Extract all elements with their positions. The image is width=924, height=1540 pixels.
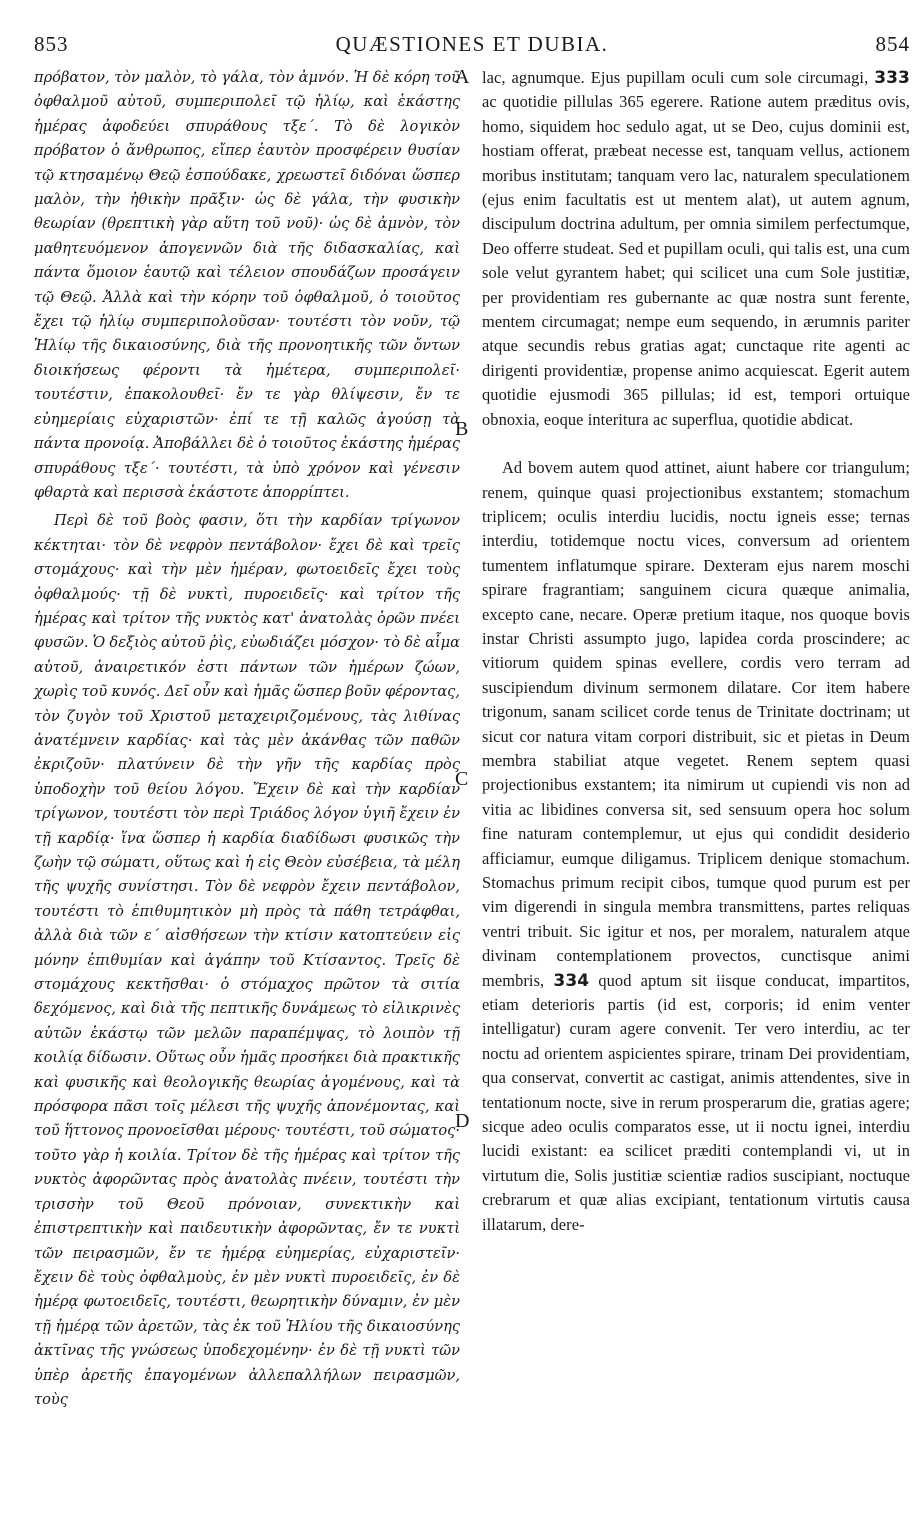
latin-paragraph-2-part-a: Ad bovem autem quod attinet, aiunt habere cor triangulum; renem, quinque quasi projectionibus exstantem; stomachum triplicem; oculis interdiu lucidis, noctu igneis esse; ternas interdiu, totidemque noctu vices, conversum ad orientem tumentem inflatumque spirare. Dexteram ejus narem moschi spirare fragrantiam; sanguinem cicura quæque animalia, excepto cane, necare. Operæ pretium itaque, nos quoque bovis instar Christi assumpto jugo, lapidea corda proscindere; ac vitiorum quidem spinas evellere, cordis vero terram ad suscipiendum divinum sermonem dilatare. Cor item habere trigonum, sanam scilicet corde tenus de Trinitate doctrinam; ut sicut cor natura vitam corpori distribuit, sic et pietas in Deum membra stabiliat atque vegetet. Renem septem quasi projectionibus exstantem; ita nimirum ut cupiendi vis non ad vitia ac libidines conversa sit, sed sensuum opera hoc solum fine naturam contemplemur, ut ejus qui condidit desiderio afficiamur, eumque diligamus. Triplicem denique stomachum. Stomachus primum recipit cibos, tumque quod purum est per vim digerendi in singula membra transmittens, partes reliquas ventri tribuit. Sic igitur et nos, per moralem, naturalem atque divinam contemplationem provectos, cunctisque animi membris, — [482, 458, 910, 990]
column-number-333: 333 — [874, 68, 910, 88]
margin-letter-c: C — [455, 768, 469, 790]
latin-paragraph-2-part-b: quod aptum sit iisque conducat, impartitos, etiam deterioris partis (id est, corporis; id enim venter intelligatur) curam agere convenit. Ter vero interdiu, ac ter noctu ad orientem aspicientes spirare, trinam Dei providentiam, qua conservat, convertit ac castigat, animis attendentes, sive in tentationum nocte, sive in rerum prosperarum die, gratias agere; sicque adeo oculis comparatos esse, ut ii noctu ignei, interdiu lucidi existant: ea scilicet præditi contemplandi vi, ut in virtutum die, Solis justitiæ scientiæ radios suscipiant, noctuque crebrarum et quæ alias excipiant, tentationum virtutis causa illatarum, dere- — [482, 970, 911, 1234]
latin-paragraph-1 — [482, 66, 910, 432]
column-number-334: 334 — [553, 970, 590, 991]
latin-paragraph-2 — [482, 456, 910, 1237]
latin-paragraph-1-part-a: lac, agnumque. Ejus pupillam oculi cum sole circumagi, — [482, 68, 869, 87]
greek-paragraph-1: πρόβατον, τὸν μαλὸν, τὸ γάλα, τὸν ἀμνόν. Ἡ δὲ κόρη τοῦ ὀφθαλμοῦ αὐτοῦ, συμπεριπολεῖ τῷ ἡλίῳ, καὶ ἑκάστης ἡμέρας ἀφοδεύει σπυράθους τξε΄. Τὸ δὲ λογικὸν πρόβατον ὁ ἄνθρωπος, εἴπερ ἑαυτὸν προσφέρειν θυσίαν τῷ κτησαμένῳ Θεῷ ἐσπούδακε, χρεωστεῖ διδόναι ὥσπερ μαλὸν, τὴν ἠθικὴν πρᾶξιν· ὡς δὲ γάλα, τὴν φυσικὴν θεωρίαν (θρεπτικὴ γὰρ αὕτη τοῦ νοῦ)· ὡς δὲ ἀμνὸν, τὸν μαθητευόμενον ἀπογεννῶν διὰ τῆς διδασκαλίας, καὶ πάντα ὅμοιον ἑαυτῷ καὶ τέλειον σπουδάζων προσάγειν τῷ Θεῷ. Ἀλλὰ καὶ τὴν κόρην τοῦ ὀφθαλμοῦ, ὁ τοιοῦτος ἔχει τῷ ἡλίῳ συμπεριπολοῦσαν· τουτέστι τὸν νοῦν, τῷ Ἡλίῳ τῆς δικαιοσύνης, διὰ τῆς προνοητικῆς τῶν ὄντων διοικήσεως φέροντι τὰ ἡμέτερα, συμπεριπολεῖ· τουτέστιν, ἐπακολουθεῖ· ἔν τε γὰρ θλίψεσιν, ἔν τε εὐημερίαις εὐχαριστῶν· ἐπί τε τῇ καλῶς ἀγούσῃ τὰ πάντα προνοίᾳ. Ἀποβάλλει δὲ ὁ τοιοῦτος ἑκάστης ἡμέρας σπυράθους τξε΄· τουτέστι, τὰ ὑπὸ χρόνον καὶ γένεσιν φθαρτὰ καὶ περισσὰ ἑκάστοτε ἀπορρίπτει. — [34, 69, 460, 501]
running-title: QUÆSTIONES ET DUBIA. — [335, 32, 609, 56]
greek-paragraph-2: Περὶ δὲ τοῦ βοὸς φασιν, ὅτι τὴν καρδίαν τρίγωνον κέκτηται· τὸν δὲ νεφρὸν πεντάβολον· ἔχει δὲ καὶ τρεῖς στομάχους· καὶ τὴν μὲν ἡμέραν, φωτοειδεῖς ἔχει τοὺς ὀφθαλμούς· τῇ δὲ νυκτὶ, πυροειδεῖς· καὶ τρίτον τῆς ἡμέρας καὶ τρίτον τῆς νυκτὸς κατ' ἀνατολὰς ὁρῶν πνέει φυσῶν. Ὁ δεξιὸς αὐτοῦ ῥὶς, εὐωδιάζει μόσχον· τὸ δὲ αἷμα αὐτοῦ, ἀναιρετικόν ἐστι πάντων τῶν ἡμέρων ζώων, χωρὶς τοῦ κυνός. Δεῖ οὖν καὶ ἡμᾶς ὥσπερ βοῦν φέροντας, τὸν ζυγὸν τοῦ Χριστοῦ μεταχειριζομένους, τὰς λιθίνας ἀνατέμνειν καρδίας· καὶ τὰς μὲν ἀκάνθας τῶν παθῶν ἐκριζοῦν· πλατύνειν δὲ τὴν γῆν τῆς καρδίας πρὸς ὑποδοχὴν τοῦ θείου λόγου. Ἔχειν δὲ καὶ τὴν καρδίαν τρίγωνον, τουτέστι τὸν περὶ Τριάδος λόγον ὑγιῆ ἔχειν ἐν τῇ καρδίᾳ· ἵνα ὥσπερ ἡ καρδία διαδίδωσι φυσικῶς τὴν ζωὴν τῷ σώματι, οὕτως καὶ ἡ εἰς Θεὸν εὐσέβεια, τὰ μέλη τῆς ψυχῆς συνίστησι. Τὸν δὲ νεφρὸν ἔχειν πεντάβολον, τουτέστι τὸ ἐπιθυμητικὸν μὴ πρὸς τὰ πάθη τετράφθαι, ἀλλὰ διὰ τῶν ε΄ αἰσθήσεων τὴν κτίσιν κατοπτεύειν εἰς μόνην ἐπιθυμίαν καὶ ἀγάπην τοῦ Κτίσαντος. Τρεῖς δὲ στομάχους κεκτῆσθαι· ὁ στόμαχος πρῶτον τὰ σιτία δεχόμενος, καὶ διὰ τῆς πεπτικῆς δυνάμεως τὸ εἰλικρινὲς αὐτῶν ἑκάστῳ τῶν μελῶν παραπέμψας, τὸ λοιπὸν τῇ κοιλίᾳ δίδωσιν. Οὕτως οὖν ἡμᾶς προσήκει διὰ πρακτικῆς καὶ φυσικῆς καὶ θεολογικῆς θεωρίας ἀγομένους, καὶ τὰ πρόσφορα πᾶσι τοῖς μέλεσι τῆς ψυχῆς ἀπονέμοντας, καὶ τοῦ ἥττονος προνοεῖσθαι μέρους· τουτέστι, τοῦ σώματος· τοῦτο γὰρ ἡ κοιλία. Τρίτον δὲ τῆς ἡμέρας καὶ τρίτον τῆς νυκτὸς ἀφορῶντας πρὸς ἀνατολὰς πνέειν, τουτέστι τὴν τρισσὴν τοῦ Θεοῦ πρόνοιαν, συνεκτικὴν καὶ ἐπιστρεπτικὴν καὶ παιδευτικὴν ἀφορῶντας, ἔν τε νυκτὶ τῶν πειρασμῶν, ἔν τε ἡμέρᾳ εὐημερίας, εὐχαριστεῖν· ἔχειν δὲ τοὺς ὀφθαλμοὺς, ἐν μὲν νυκτὶ πυροειδεῖς, ἐν δὲ ἡμέρᾳ φωτοειδεῖς, τουτέστι, θεωρητικὴν δύναμιν, ἐν μὲν τῇ ἡμέρᾳ τῶν ἀρετῶν, τὰς ἐκ τοῦ Ἡλίου τῆς δικαιοσύνης ἀκτῖνας τῆς γνώσεως ὑποδεχομένην· ἐν δὲ τῇ νυκτὶ τῶν ὑπὲρ ἀρετῆς ἐπαγομένων ἀλλεπαλλήλων πειρασμῶν, τοὺς — [34, 512, 460, 1408]
greek-column — [34, 66, 460, 1412]
margin-letter-b: B — [455, 418, 469, 440]
margin-letter-a: A — [455, 66, 470, 88]
page-number-right: 854 — [875, 32, 910, 56]
latin-paragraph-1-part-b: ac quotidie pillulas 365 egerere. Ratione autem præditus ovis, homo, siquidem hoc sedulo agat, ut se Deo, cujus dominii est, hostiam offerat, præbeat necesse est, tanquam vellus, actionem moribus institutam; tanquam vero lac, naturalem speculationem (ejus enim facultatis est ut mentem alat), ut autem agnum, discipulum doctrina adultum, per omnia similem perfectumque, Deo offerre studeat. Sed et pupillam oculi, qui talis est, una cum sole velut gyrantem habet; qui scilicet una cum Sole justitiæ, per providentiam res gubernante ac quæ nostra sunt ferente, mentem circumagat; nempe eum sequendo, in ærumnis pariter atque secundis rebus gratias agat; cunctaque rite agenti ac dirigenti providentiæ, propense animo acquiescat. Egerit autem quotidie ejusmodi 365 pillulas; id est, tempori ortuique obnoxia, eoque interitura ac superflua, quotidie abdicat. — [482, 92, 910, 429]
page-number-left: 853 — [34, 32, 69, 56]
running-header — [34, 32, 910, 62]
margin-letter-d: D — [455, 1110, 470, 1132]
latin-column — [482, 66, 910, 1237]
